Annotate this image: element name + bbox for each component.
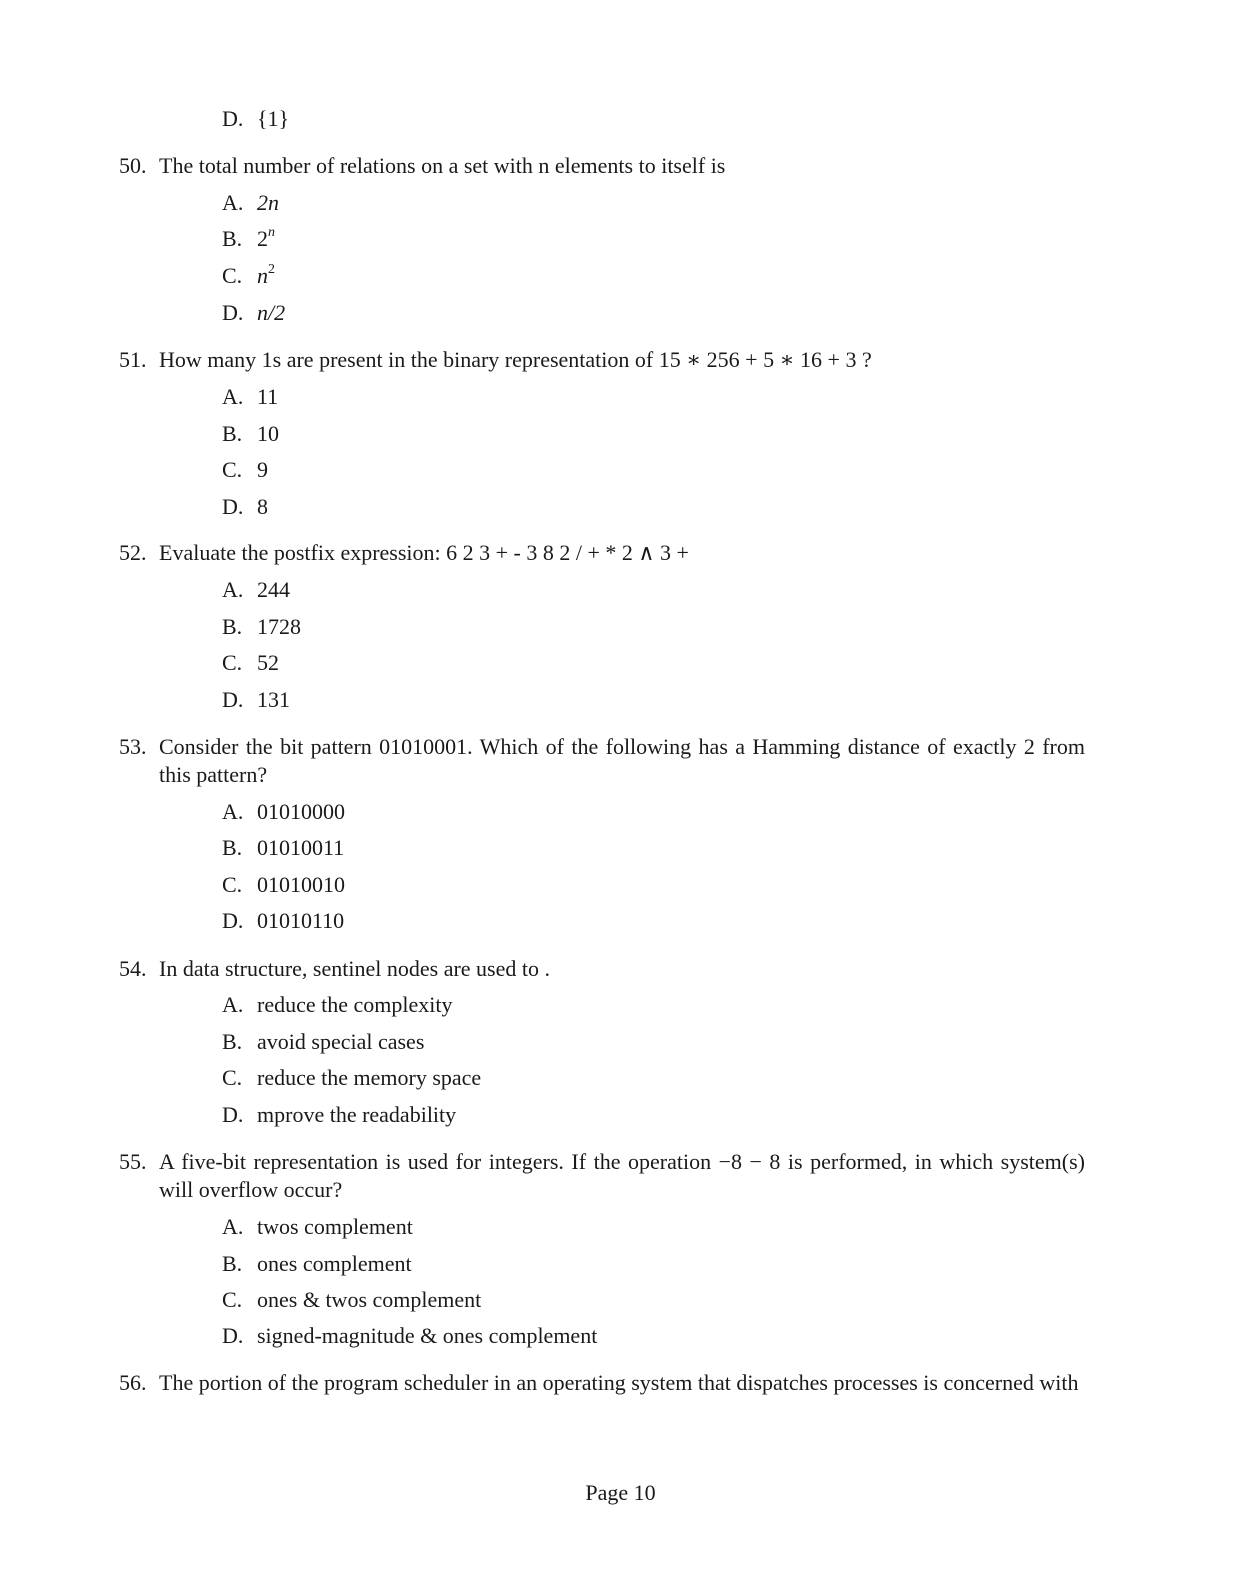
option-base: 2 [257, 226, 268, 251]
option-a [222, 1213, 413, 1241]
option-label: A. [222, 992, 244, 1017]
option-label: D. [222, 1323, 244, 1348]
option-d [222, 299, 285, 327]
option-b [222, 834, 344, 862]
option-label: D. [222, 300, 244, 325]
option-c [222, 1286, 481, 1314]
carry-over-option [222, 105, 289, 133]
option-a [222, 991, 452, 1019]
question-number: 51. [119, 347, 147, 372]
option-text: {1} [257, 106, 290, 131]
option-a [222, 383, 278, 411]
option-label: C. [222, 263, 243, 288]
option-label: D. [222, 106, 244, 131]
option-label: C. [222, 457, 243, 482]
page-number: Page 10 [585, 1480, 656, 1505]
option-a [222, 189, 279, 217]
option-d [222, 1322, 597, 1350]
option-text: 11 [257, 384, 279, 409]
option-text: ones complement [257, 1251, 412, 1276]
option-label: B. [222, 1251, 243, 1276]
option-b [222, 1250, 412, 1278]
option-text: 131 [257, 687, 290, 712]
option-text: 01010000 [257, 799, 345, 824]
option-text: 10 [257, 421, 279, 446]
question-text: How many 1s are present in the binary representation of 15 ∗ 256 + 5 ∗ 16 + 3 ? [159, 347, 872, 372]
option-d [222, 1101, 456, 1129]
question-text: The portion of the program scheduler in an operating system that dispatches processes is concerned with [159, 1370, 1079, 1395]
option-b [222, 1028, 424, 1056]
option-label: B. [222, 1029, 243, 1054]
option-b [222, 613, 301, 641]
option-text: ones & twos complement [257, 1287, 482, 1312]
option-label: A. [222, 190, 244, 215]
option-c [222, 649, 279, 677]
option-label: C. [222, 1287, 243, 1312]
option-label: D. [222, 1102, 244, 1127]
option-text: 1728 [257, 614, 301, 639]
question-number: 50. [119, 153, 147, 178]
option-text: 2n [257, 190, 279, 215]
option-text: 01010010 [257, 872, 345, 897]
option-text: n/2 [257, 300, 286, 325]
question-number: 54. [119, 956, 147, 981]
question-number: 56. [119, 1370, 147, 1395]
option-text: 244 [257, 577, 290, 602]
option-label: D. [222, 908, 244, 933]
option-superscript: 2 [268, 261, 275, 277]
option-label: C. [222, 1065, 243, 1090]
question-text: In data structure, sentinel nodes are used to . [159, 956, 550, 981]
option-label: B. [222, 614, 243, 639]
option-c [222, 871, 345, 899]
option-base: n [257, 263, 268, 288]
option-label: A. [222, 577, 244, 602]
option-text: 8 [257, 494, 268, 519]
option-a [222, 798, 345, 826]
option-label: C. [222, 872, 243, 897]
question-text: A five-bit representation is used for integers. If the operation −8 − 8 is performed, in which system(s) will overflow occur? [159, 1149, 1085, 1202]
option-label: A. [222, 799, 244, 824]
option-label: A. [222, 1214, 244, 1239]
option-label: C. [222, 650, 243, 675]
option-text: 9 [257, 457, 268, 482]
option-c [222, 456, 268, 484]
option-d [222, 907, 344, 935]
option-a [222, 576, 290, 604]
option-c [222, 262, 275, 290]
option-c [222, 1064, 481, 1092]
option-label: B. [222, 226, 243, 251]
option-label: D. [222, 494, 244, 519]
option-text: 52 [257, 650, 279, 675]
option-label: B. [222, 421, 243, 446]
option-text: reduce the complexity [257, 992, 453, 1017]
option-d [222, 686, 290, 714]
option-text: reduce the memory space [257, 1065, 482, 1090]
option-text: 01010110 [257, 908, 345, 933]
option-text: avoid special cases [257, 1029, 425, 1054]
question-text: Consider the bit pattern 01010001. Which of the following has a Hamming distance of exactly 2 from this pattern? [159, 734, 1085, 787]
question-number: 55. [119, 1149, 147, 1174]
option-label: D. [222, 687, 244, 712]
option-label: A. [222, 384, 244, 409]
option-b [222, 225, 275, 253]
option-text: twos complement [257, 1214, 413, 1239]
option-text: signed-magnitude & ones complement [257, 1323, 598, 1348]
question-text: Evaluate the postfix expression: 6 2 3 + - 3 8 2 / + * 2 ∧ 3 + [159, 540, 689, 565]
question-number: 53. [119, 734, 147, 759]
option-label: B. [222, 835, 243, 860]
option-text: mprove the readability [257, 1102, 457, 1127]
question-text: The total number of relations on a set with n elements to itself is [159, 153, 726, 178]
option-b [222, 420, 279, 448]
option-superscript: n [268, 224, 275, 240]
option-text: 01010011 [257, 835, 345, 860]
question-number: 52. [119, 540, 147, 565]
option-d [222, 493, 268, 521]
